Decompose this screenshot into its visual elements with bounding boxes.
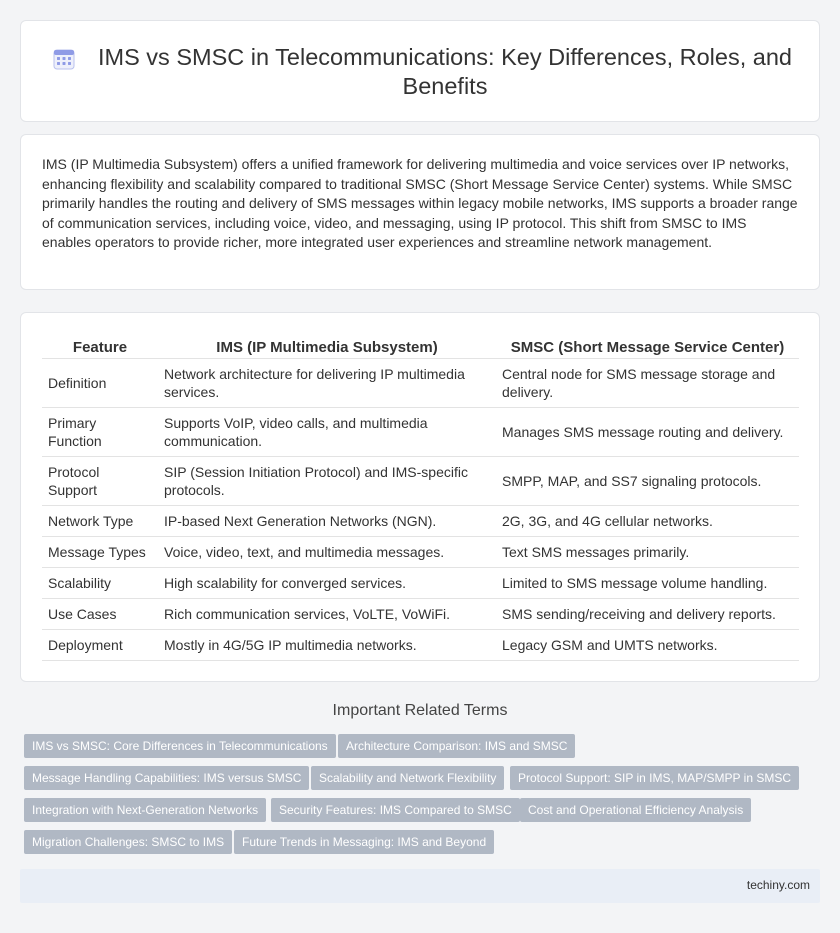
table-row bbox=[42, 359, 799, 408]
ims-cell: Mostly in 4G/5G IP multimedia networks. bbox=[158, 630, 496, 661]
smsc-cell: Limited to SMS message volume handling. bbox=[496, 568, 799, 599]
page-title: IMS vs SMSC in Telecommunications: Key Differences, Roles, and Benefits bbox=[98, 44, 792, 99]
comparison-table-card bbox=[20, 312, 820, 682]
column-header-feature: Feature bbox=[42, 334, 158, 359]
ims-cell: Rich communication services, VoLTE, VoWiFi. bbox=[158, 599, 496, 630]
feature-cell: Primary Function bbox=[42, 408, 158, 457]
smsc-cell: 2G, 3G, and 4G cellular networks. bbox=[496, 506, 799, 537]
title-card bbox=[20, 20, 820, 122]
comparison-table bbox=[42, 334, 799, 661]
related-term-tag[interactable]: Architecture Comparison: IMS and SMSC bbox=[338, 734, 575, 758]
feature-cell: Use Cases bbox=[42, 599, 158, 630]
smsc-cell: SMPP, MAP, and SS7 signaling protocols. bbox=[496, 457, 799, 506]
footer-brand[interactable]: techiny.com bbox=[746, 878, 810, 892]
intro-paragraph: IMS (IP Multimedia Subsystem) offers a unified framework for delivering multimedia and voice services over IP networks, enhancing flexibility and scalability compared to traditional SMSC (Short Message Service Center) systems. While SMSC primarily handles the routing and delivery of SMS messages within legacy mobile networks, IMS supports a broader range of communication services, including voice, video, and messaging, using IP protocol. This shift from SMSC to IMS enables operators to provide richer, more integrated user experiences and streamline network management. bbox=[42, 156, 798, 250]
related-term-tag[interactable]: Protocol Support: SIP in IMS, MAP/SMPP in SMSC bbox=[510, 766, 799, 790]
table-row bbox=[42, 506, 799, 537]
smsc-cell: Legacy GSM and UMTS networks. bbox=[496, 630, 799, 661]
smsc-cell: Central node for SMS message storage and delivery. bbox=[496, 359, 799, 408]
ims-cell: IP-based Next Generation Networks (NGN). bbox=[158, 506, 496, 537]
ims-cell: Voice, video, text, and multimedia messages. bbox=[158, 537, 496, 568]
intro-card bbox=[20, 134, 820, 290]
smsc-cell: Manages SMS message routing and delivery. bbox=[496, 408, 799, 457]
ims-cell: SIP (Session Initiation Protocol) and IMS-specific protocols. bbox=[158, 457, 496, 506]
column-header-ims: IMS (IP Multimedia Subsystem) bbox=[158, 334, 496, 359]
related-term-tag[interactable]: Future Trends in Messaging: IMS and Beyond bbox=[234, 830, 494, 854]
feature-cell: Message Types bbox=[42, 537, 158, 568]
related-term-tag[interactable]: Scalability and Network Flexibility bbox=[311, 766, 504, 790]
table-row bbox=[42, 630, 799, 661]
feature-cell: Network Type bbox=[42, 506, 158, 537]
related-term-tag[interactable]: Integration with Next-Generation Networks bbox=[24, 798, 266, 822]
feature-cell: Deployment bbox=[42, 630, 158, 661]
related-terms-heading: Important Related Terms bbox=[332, 702, 508, 719]
smsc-cell: SMS sending/receiving and delivery reports. bbox=[496, 599, 799, 630]
table-row bbox=[42, 599, 799, 630]
related-term-tag[interactable]: Security Features: IMS Compared to SMSC bbox=[271, 798, 520, 822]
feature-cell: Definition bbox=[42, 359, 158, 408]
feature-cell: Scalability bbox=[42, 568, 158, 599]
smsc-cell: Text SMS messages primarily. bbox=[496, 537, 799, 568]
related-term-tag[interactable]: Cost and Operational Efficiency Analysis bbox=[520, 798, 751, 822]
related-term-tag[interactable]: Migration Challenges: SMSC to IMS bbox=[24, 830, 232, 854]
table-row bbox=[42, 457, 799, 506]
table-header-row bbox=[42, 334, 799, 359]
ims-cell: High scalability for converged services. bbox=[158, 568, 496, 599]
related-term-tag[interactable]: Message Handling Capabilities: IMS versus SMSC bbox=[24, 766, 309, 790]
ims-cell: Supports VoIP, video calls, and multimedia communication. bbox=[158, 408, 496, 457]
table-row bbox=[42, 408, 799, 457]
feature-cell: Protocol Support bbox=[42, 457, 158, 506]
ims-cell: Network architecture for delivering IP multimedia services. bbox=[158, 359, 496, 408]
table-row bbox=[42, 568, 799, 599]
related-term-tag[interactable]: IMS vs SMSC: Core Differences in Telecommunications bbox=[24, 734, 336, 758]
table-row bbox=[42, 537, 799, 568]
column-header-smsc: SMSC (Short Message Service Center) bbox=[496, 334, 799, 359]
footer-bar bbox=[20, 869, 820, 903]
